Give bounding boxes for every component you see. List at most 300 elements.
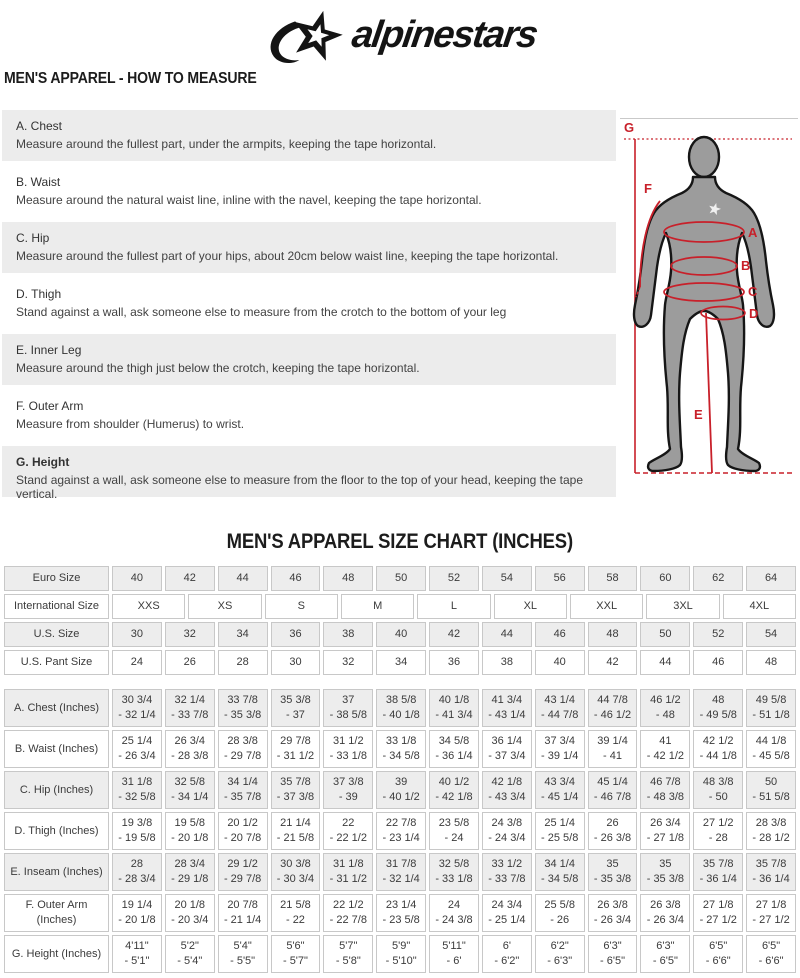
range-cell	[640, 812, 690, 850]
range-min: 27 1/8	[702, 899, 734, 911]
range-cell	[376, 812, 426, 850]
range-max: - 37	[285, 709, 305, 721]
range-cell	[535, 853, 585, 891]
range-min: 35	[606, 858, 619, 870]
range-cell	[112, 812, 162, 850]
range-max: - 33 1/8	[435, 873, 473, 885]
range-cell	[693, 771, 743, 809]
measure-instruction	[2, 278, 616, 329]
range-cell	[112, 689, 162, 727]
table-row	[4, 622, 796, 647]
range-min: 40 1/8	[438, 694, 470, 706]
size-chart-table	[4, 566, 796, 973]
range-min: 34 1/4	[227, 776, 258, 788]
range-min: 46 1/2	[650, 694, 681, 706]
figure-label-e: E	[694, 407, 703, 422]
size-cell: 60	[640, 566, 690, 591]
measure-instruction-label: D. Thigh	[16, 287, 62, 301]
range-max: - 30 3/4	[276, 873, 315, 885]
measure-instruction-label: C. Hip	[16, 231, 50, 245]
size-cell: 3XL	[646, 594, 719, 619]
range-cell	[588, 689, 638, 727]
range-cell	[271, 771, 321, 809]
range-max: - 5'8"	[335, 955, 361, 967]
size-cell: 32	[323, 650, 373, 675]
range-max: - 21 5/8	[276, 832, 315, 844]
range-cell	[535, 894, 585, 932]
range-cell	[271, 812, 321, 850]
range-max: - 28 1/2	[752, 832, 790, 844]
range-min: 20 1/8	[174, 899, 206, 911]
range-max: - 29 7/8	[223, 873, 262, 885]
measure-instruction-label: E. Inner Leg	[16, 343, 82, 357]
range-min: 5'11"	[442, 940, 466, 952]
row-label: G. Height (Inches)	[4, 935, 109, 973]
size-cell: 62	[693, 566, 743, 591]
range-max: - 31 1/2	[276, 750, 315, 762]
size-cell: L	[417, 594, 490, 619]
range-max: - 6'6"	[758, 955, 784, 967]
size-cell: XXL	[570, 594, 643, 619]
range-min: 48	[712, 694, 725, 706]
range-max: - 29 7/8	[223, 750, 262, 762]
figure-label-a: A	[748, 225, 758, 240]
range-cell	[271, 689, 321, 727]
range-max: - 45 1/4	[541, 791, 579, 803]
range-cell	[640, 771, 690, 809]
row-label: C. Hip (Inches)	[4, 771, 109, 809]
range-max: - 24 3/4	[488, 832, 526, 844]
size-cell: 44	[640, 650, 690, 675]
range-min: 20 1/2	[227, 817, 258, 829]
range-max: - 40 1/8	[382, 709, 420, 721]
range-max: - 41	[603, 750, 623, 762]
size-cell: 46	[535, 622, 585, 647]
range-max: - 41 3/4	[435, 709, 473, 721]
range-cell	[112, 853, 162, 891]
range-min: 22	[342, 817, 355, 829]
range-max: - 25 1/4	[488, 914, 526, 926]
range-cell	[640, 730, 690, 768]
range-max: - 32 1/4	[118, 709, 156, 721]
range-cell	[323, 689, 373, 727]
range-max: - 22	[285, 914, 305, 926]
size-cell: 4XL	[723, 594, 796, 619]
range-max: - 46 1/2	[593, 709, 632, 721]
range-min: 29 7/8	[280, 735, 311, 747]
range-max: - 50	[708, 791, 728, 803]
range-min: 42 1/2	[702, 735, 734, 747]
range-cell	[376, 689, 426, 727]
measure-instruction-description: Measure around the fullest part of your hips, about 20cm below waist line, keeping the tape horizontal.	[16, 249, 559, 263]
range-min: 25 1/4	[544, 817, 575, 829]
size-cell: 36	[271, 622, 321, 647]
row-label: F. Outer Arm (Inches)	[4, 894, 109, 932]
range-min: 46 7/8	[650, 776, 681, 788]
range-min: 37 3/8	[333, 776, 364, 788]
range-max: - 40 1/2	[382, 791, 420, 803]
range-min: 28 3/4	[174, 858, 206, 870]
size-cell: 34	[218, 622, 268, 647]
range-cell	[165, 730, 215, 768]
range-max: - 22 1/2	[329, 832, 367, 844]
range-cell	[535, 812, 585, 850]
range-cell	[218, 853, 268, 891]
range-min: 28	[130, 858, 144, 870]
range-min: 26 3/8	[650, 899, 681, 911]
row-label: D. Thigh (Inches)	[4, 812, 109, 850]
measure-instructions	[2, 110, 616, 501]
size-cell: 50	[640, 622, 690, 647]
range-min: 27 1/2	[702, 817, 734, 829]
range-max: - 20 1/8	[171, 832, 209, 844]
range-max: - 35 3/8	[646, 873, 685, 885]
size-cell: 26	[165, 650, 215, 675]
range-cell	[429, 812, 479, 850]
size-cell: 40	[535, 650, 585, 675]
range-max: - 6'5"	[600, 955, 626, 967]
range-max: - 27 1/2	[752, 914, 790, 926]
range-max: - 42 1/8	[435, 791, 473, 803]
size-cell: 50	[376, 566, 426, 591]
size-cell: 40	[376, 622, 426, 647]
range-min: 45 1/4	[597, 776, 628, 788]
range-cell	[429, 894, 479, 932]
range-min: 49 5/8	[755, 694, 787, 706]
range-cell	[218, 730, 268, 768]
range-min: 19 1/4	[121, 899, 153, 911]
range-min: 19 5/8	[174, 817, 206, 829]
measure-instruction-description: Stand against a wall, ask someone else to measure from the floor to the top of your head, keeping the tape vertical.	[16, 473, 584, 501]
range-cell	[640, 894, 690, 932]
range-min: 38 5/8	[385, 694, 417, 706]
range-max: - 34 5/8	[541, 873, 579, 885]
range-cell	[218, 812, 268, 850]
range-min: 50	[764, 776, 778, 788]
range-cell	[218, 689, 268, 727]
range-max: - 35 3/8	[593, 873, 632, 885]
measure-instruction-label: B. Waist	[16, 175, 61, 189]
how-to-measure-title: MEN'S APPAREL - HOW TO MEASURE	[4, 70, 257, 87]
range-min: 20 7/8	[227, 899, 258, 911]
size-cell: 48	[588, 622, 638, 647]
measure-instruction	[2, 110, 616, 161]
range-min: 43 1/4	[544, 694, 575, 706]
range-max: - 38 5/8	[329, 709, 367, 721]
size-cell: 38	[482, 650, 532, 675]
range-cell	[640, 853, 690, 891]
range-min: 39	[395, 776, 408, 788]
range-max: - 32 1/4	[382, 873, 420, 885]
figure-label-d: D	[749, 306, 759, 321]
row-label: A. Chest (Inches)	[4, 689, 109, 727]
range-cell	[693, 812, 743, 850]
range-cell	[429, 730, 479, 768]
range-max: - 21 1/4	[223, 914, 262, 926]
table-row	[4, 935, 796, 973]
range-min: 30 3/8	[280, 858, 311, 870]
range-max: - 20 1/8	[118, 914, 156, 926]
range-cell	[376, 853, 426, 891]
size-cell: XL	[494, 594, 567, 619]
range-max: - 36 1/4	[752, 873, 790, 885]
size-cell: 40	[112, 566, 162, 591]
range-cell	[429, 689, 479, 727]
range-max: - 28	[708, 832, 728, 844]
male-silhouette-diagram-icon	[620, 119, 798, 499]
range-max: - 29 1/8	[171, 873, 209, 885]
measure-instruction-description: Stand against a wall, ask someone else to measure from the crotch to the bottom of your leg	[16, 305, 507, 319]
size-cell: 42	[165, 566, 215, 591]
size-cell: 42	[429, 622, 479, 647]
range-max: - 6'3"	[547, 955, 573, 967]
measure-instruction	[2, 446, 616, 501]
size-cell: M	[341, 594, 414, 619]
row-label: International Size	[4, 594, 109, 619]
range-max: - 32 5/8	[118, 791, 156, 803]
range-cell	[588, 730, 638, 768]
range-max: - 37 3/4	[488, 750, 526, 762]
range-max: - 51 5/8	[752, 791, 790, 803]
range-min: 48 3/8	[702, 776, 734, 788]
range-min: 36 1/4	[491, 735, 523, 747]
range-cell	[746, 935, 796, 973]
range-cell	[376, 771, 426, 809]
alpinestars-star-icon	[264, 8, 346, 66]
range-cell	[588, 894, 638, 932]
range-min: 35 3/8	[280, 694, 311, 706]
range-cell	[588, 771, 638, 809]
range-min: 35	[659, 858, 672, 870]
range-max: - 44 1/8	[699, 750, 737, 762]
range-cell	[588, 812, 638, 850]
range-cell	[112, 730, 162, 768]
range-min: 23 1/4	[385, 899, 417, 911]
range-cell	[271, 935, 321, 973]
table-row	[4, 689, 796, 727]
range-cell	[482, 935, 532, 973]
range-min: 35 7/8	[280, 776, 311, 788]
range-max: - 19 5/8	[118, 832, 156, 844]
range-cell	[271, 853, 321, 891]
range-max: - 22 7/8	[329, 914, 367, 926]
size-cell: 52	[693, 622, 743, 647]
range-min: 35 7/8	[755, 858, 787, 870]
range-cell	[323, 730, 373, 768]
range-cell	[323, 935, 373, 973]
table-group-gap	[4, 678, 796, 689]
range-min: 32 5/8	[438, 858, 470, 870]
range-max: - 34 5/8	[382, 750, 420, 762]
range-min: 5'6"	[286, 940, 305, 952]
size-cell: 24	[112, 650, 162, 675]
range-max: - 39 1/4	[541, 750, 579, 762]
range-max: - 35 3/8	[223, 709, 262, 721]
range-cell	[693, 935, 743, 973]
size-cell: 46	[271, 566, 321, 591]
brand-logo	[2, 6, 798, 68]
range-max: - 43 1/4	[488, 709, 526, 721]
page	[0, 6, 800, 973]
range-max: - 33 7/8	[488, 873, 526, 885]
range-min: 28 3/8	[755, 817, 787, 829]
range-cell	[112, 935, 162, 973]
range-cell	[482, 771, 532, 809]
row-label: B. Waist (Inches)	[4, 730, 109, 768]
range-cell	[693, 894, 743, 932]
range-min: 41 3/4	[491, 694, 523, 706]
range-cell	[588, 853, 638, 891]
range-max: - 6'6"	[705, 955, 731, 967]
range-min: 29 1/2	[227, 858, 258, 870]
measure-instruction-label: G. Height	[16, 455, 70, 469]
range-max: - 6'5"	[652, 955, 678, 967]
range-cell	[482, 689, 532, 727]
range-min: 5'7"	[339, 940, 358, 952]
figure-label-b: B	[741, 258, 751, 273]
range-max: - 24	[444, 832, 464, 844]
table-row	[4, 566, 796, 591]
range-min: 27 1/8	[755, 899, 787, 911]
range-min: 42 1/8	[491, 776, 523, 788]
range-min: 43 3/4	[544, 776, 575, 788]
range-cell	[482, 812, 532, 850]
range-max: - 34 1/4	[171, 791, 209, 803]
range-max: - 5'1"	[124, 955, 150, 967]
table-row	[4, 853, 796, 891]
range-cell	[746, 771, 796, 809]
range-min: 30 3/4	[121, 694, 153, 706]
measure-instruction	[2, 390, 616, 441]
range-min: 39 1/4	[597, 735, 628, 747]
measure-instruction-description: Measure around the thigh just below the crotch, keeping the tape horizontal.	[16, 361, 420, 375]
range-max: - 5'5"	[230, 955, 256, 967]
size-cell: 30	[112, 622, 162, 647]
size-cell: 34	[376, 650, 426, 675]
range-min: 6'2"	[550, 940, 569, 952]
range-min: 31 1/8	[333, 858, 364, 870]
range-min: 26 3/4	[650, 817, 681, 829]
range-cell	[746, 894, 796, 932]
range-cell	[323, 894, 373, 932]
figure-label-f: F	[644, 181, 652, 196]
range-max: - 36 1/4	[699, 873, 737, 885]
range-cell	[218, 771, 268, 809]
size-cell: 38	[323, 622, 373, 647]
range-min: 26 3/8	[597, 899, 628, 911]
range-cell	[323, 771, 373, 809]
range-cell	[376, 935, 426, 973]
range-cell	[693, 730, 743, 768]
range-cell	[535, 689, 585, 727]
range-min: 24 3/4	[491, 899, 523, 911]
range-min: 44 1/8	[755, 735, 787, 747]
size-cell: 58	[588, 566, 638, 591]
size-cell: XS	[188, 594, 261, 619]
size-cell: S	[265, 594, 338, 619]
range-max: - 5'4"	[177, 955, 203, 967]
size-cell: 46	[693, 650, 743, 675]
range-max: - 5'10"	[385, 955, 417, 967]
range-cell	[535, 730, 585, 768]
range-cell	[165, 771, 215, 809]
size-cell: 32	[165, 622, 215, 647]
range-min: 33 7/8	[227, 694, 258, 706]
range-min: 21 1/4	[280, 817, 311, 829]
range-max: - 44 7/8	[541, 709, 579, 721]
measure-instruction	[2, 222, 616, 273]
row-label: E. Inseam (Inches)	[4, 853, 109, 891]
range-max: - 26 3/4	[118, 750, 156, 762]
range-cell	[535, 771, 585, 809]
table-row	[4, 730, 796, 768]
range-cell	[693, 689, 743, 727]
size-cell: 42	[588, 650, 638, 675]
range-min: 26	[606, 817, 619, 829]
range-min: 37	[342, 694, 355, 706]
range-max: - 5'7"	[282, 955, 308, 967]
figure-label-c: C	[748, 284, 758, 299]
range-max: - 35 7/8	[223, 791, 262, 803]
range-max: - 28 3/8	[171, 750, 209, 762]
size-cell: 64	[746, 566, 796, 591]
range-cell	[693, 853, 743, 891]
range-cell	[323, 853, 373, 891]
range-min: 31 7/8	[385, 858, 417, 870]
range-max: - 39	[338, 791, 358, 803]
measure-instruction-label: A. Chest	[16, 119, 63, 133]
range-max: - 23 5/8	[382, 914, 420, 926]
range-cell	[271, 894, 321, 932]
range-cell	[271, 730, 321, 768]
range-min: 37 3/4	[544, 735, 575, 747]
range-min: 6'3"	[603, 940, 622, 952]
range-min: 35 7/8	[702, 858, 734, 870]
range-min: 24	[447, 899, 461, 911]
range-min: 41	[659, 735, 672, 747]
range-min: 33 1/2	[491, 858, 523, 870]
range-cell	[746, 812, 796, 850]
row-label: U.S. Pant Size	[4, 650, 109, 675]
range-min: 22 1/2	[333, 899, 364, 911]
size-cell: 56	[535, 566, 585, 591]
range-max: - 49 5/8	[699, 709, 737, 721]
size-cell: 36	[429, 650, 479, 675]
size-cell: 28	[218, 650, 268, 675]
range-max: - 36 1/4	[435, 750, 473, 762]
measure-instruction-label: F. Outer Arm	[16, 399, 84, 413]
range-cell	[535, 935, 585, 973]
range-max: - 48 3/8	[646, 791, 685, 803]
range-max: - 27 1/2	[699, 914, 737, 926]
range-min: 6'5"	[761, 940, 781, 952]
range-cell	[640, 689, 690, 727]
figure-label-g: G	[624, 120, 635, 135]
range-min: 32 5/8	[174, 776, 206, 788]
range-min: 25 1/4	[121, 735, 153, 747]
range-min: 5'4"	[233, 940, 252, 952]
range-min: 40 1/2	[438, 776, 470, 788]
range-cell	[746, 853, 796, 891]
range-cell	[323, 812, 373, 850]
range-cell	[482, 853, 532, 891]
measure-instruction	[2, 166, 616, 217]
measure-instruction-description: Measure around the natural waist line, inline with the navel, keeping the tape horizontal.	[16, 193, 482, 207]
range-cell	[165, 853, 215, 891]
range-cell	[482, 894, 532, 932]
size-cell: 48	[746, 650, 796, 675]
size-cell: 44	[482, 622, 532, 647]
